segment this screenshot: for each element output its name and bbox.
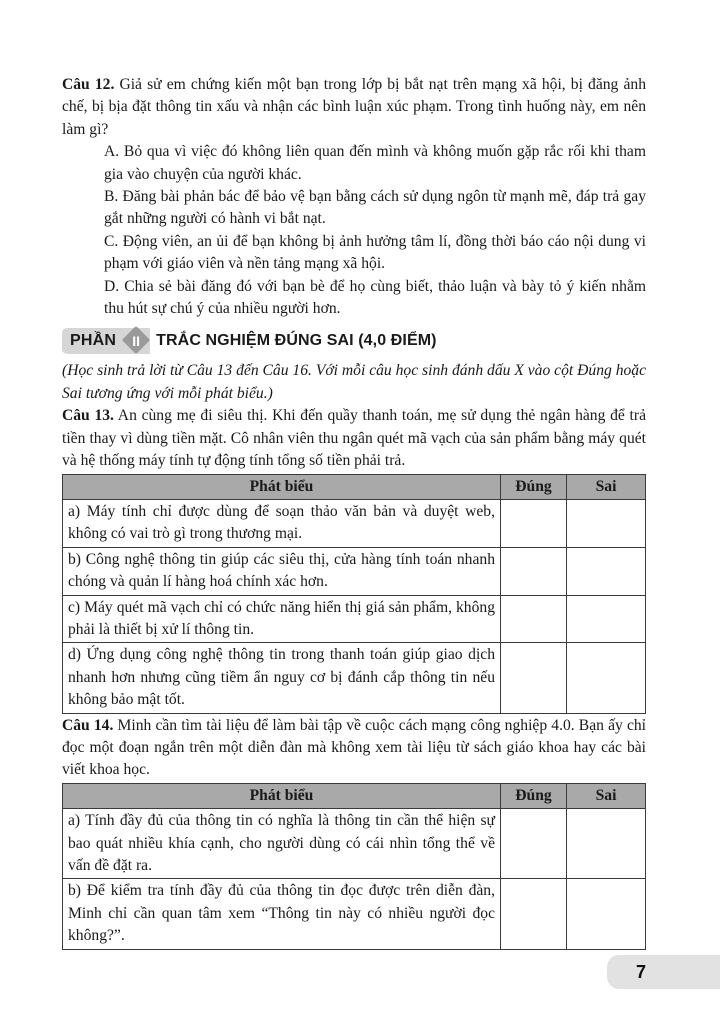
question-13-stem — [62, 405, 646, 472]
table-row — [63, 547, 646, 595]
page-content — [62, 74, 646, 951]
question-13-text: An cùng mẹ đi siêu thị. Khi đến quầy thanh toán, mẹ sử dụng thẻ ngân hàng để trả tiền thay vì dùng tiền mặt. Cô nhân viên thu ngân quét mã vạch của sản phẩm bằng máy quét và hệ thống máy tính tự động tính tổng số tiền phải trả. — [62, 407, 646, 470]
section-badge — [62, 328, 150, 354]
question-12-option-b: B. Đăng bài phản bác để bảo vệ bạn bằng cách sử dụng ngôn từ mạnh mẽ, đáp trả gay gắt những người có hành vi bắt nạt. — [104, 188, 646, 228]
false-answer-cell[interactable] — [567, 643, 646, 713]
section-part-word: PHẦN — [70, 332, 117, 350]
table-row — [63, 879, 646, 949]
table-header-row — [63, 474, 646, 499]
table-row — [63, 499, 646, 547]
section-title: TRẮC NGHIỆM ĐÚNG SAI (4,0 ĐIỂM) — [156, 332, 437, 350]
section-instruction: (Học sinh trả lời từ Câu 13 đến Câu 16. Với mỗi câu học sinh đánh dấu X vào cột Đúng hoặc Sai tương ứng với mỗi phát biểu.) — [62, 362, 646, 402]
header-true: Đúng — [501, 474, 567, 499]
question-12-stem — [62, 74, 646, 141]
question-12-option-d: D. Chia sẻ bài đăng đó với bạn bè để họ cùng biết, thảo luận và bày tỏ ý kiến nhằm thu hút sự chú ý của nhiều người hơn. — [104, 277, 646, 318]
true-answer-cell[interactable] — [501, 879, 567, 949]
false-answer-cell[interactable] — [567, 547, 646, 595]
header-false: Sai — [567, 783, 646, 808]
header-false: Sai — [567, 474, 646, 499]
true-answer-cell[interactable] — [501, 547, 567, 595]
true-answer-cell[interactable] — [501, 643, 567, 713]
table-row — [63, 809, 646, 879]
question-12-option-a: A. Bỏ qua vì việc đó không liên quan đến mình và không muốn gặp rắc rối khi tham gia vào chuyện của người khác. — [104, 143, 646, 183]
section-part-number: II — [122, 328, 150, 354]
table-row — [63, 643, 646, 713]
table-row — [63, 595, 646, 643]
false-answer-cell[interactable] — [567, 879, 646, 949]
table-header-row — [63, 783, 646, 808]
page-number: 7 — [636, 962, 647, 982]
statement-cell: a) Tính đầy đủ của thông tin có nghĩa là thông tin cần thể hiện sự bao quát nhiều khía cạnh, cho người dùng có cái nhìn tổng thể về vấn đề đặt ra. — [63, 809, 501, 879]
false-answer-cell[interactable] — [567, 809, 646, 879]
question-14-text: Minh cần tìm tài liệu để làm bài tập về cuộc cách mạng công nghiệp 4.0. Bạn ấy chỉ đọc một đoạn ngắn trên một diễn đàn mà không xem tài liệu từ sách giáo khoa hay các bài viết khoa học. — [62, 716, 646, 779]
statement-cell: b) Để kiểm tra tính đầy đủ của thông tin đọc được trên diễn đàn, Minh chỉ cần quan tâm xem “Thông tin này có nhiều người đọc không?”. — [63, 879, 501, 949]
statement-cell: b) Công nghệ thông tin giúp các siêu thị, cửa hàng tính toán nhanh chóng và quản lí hàng hoá chính xác hơn. — [63, 547, 501, 595]
question-12-label: Câu 12. — [62, 76, 115, 93]
question-12-option-c: C. Động viên, an ủi để bạn không bị ảnh hưởng tâm lí, đồng thời báo cáo nội dung vi phạm với giáo viên và nền tảng mạng xã hội. — [104, 232, 646, 273]
statement-cell: c) Máy quét mã vạch chỉ có chức năng hiển thị giá sản phẩm, không phải là thiết bị xử lí thông tin. — [63, 595, 501, 643]
question-13-table — [62, 474, 646, 714]
false-answer-cell[interactable] — [567, 595, 646, 643]
header-statement: Phát biểu — [63, 783, 501, 808]
statement-cell: a) Máy tính chỉ được dùng để soạn thảo văn bản và duyệt web, không có vai trò gì trong thương mại. — [63, 499, 501, 547]
page-number-tab — [607, 955, 720, 989]
question-13-label: Câu 13. — [62, 407, 114, 425]
section-heading — [62, 328, 646, 354]
false-answer-cell[interactable] — [567, 499, 646, 547]
header-true: Đúng — [501, 783, 567, 808]
true-answer-cell[interactable] — [501, 595, 567, 643]
statement-cell: d) Ứng dụng công nghệ thông tin trong thanh toán giúp giao dịch nhanh hơn nhưng cũng tiềm ẩn nguy cơ bị đánh cắp thông tin nếu không bảo mật tốt. — [63, 643, 501, 713]
true-answer-cell[interactable] — [501, 809, 567, 879]
question-14-label: Câu 14. — [62, 716, 114, 734]
question-14-stem — [62, 715, 646, 782]
question-12-text: Giả sử em chứng kiến một bạn trong lớp bị bắt nạt trên mạng xã hội, bị đăng ảnh chế, bị bịa đặt thông tin xấu và nhận các bình luận xúc phạm. Trong tình huống này, em nên làm gì? — [62, 76, 646, 138]
header-statement: Phát biểu — [63, 474, 501, 499]
true-answer-cell[interactable] — [501, 499, 567, 547]
question-14-table — [62, 783, 646, 950]
